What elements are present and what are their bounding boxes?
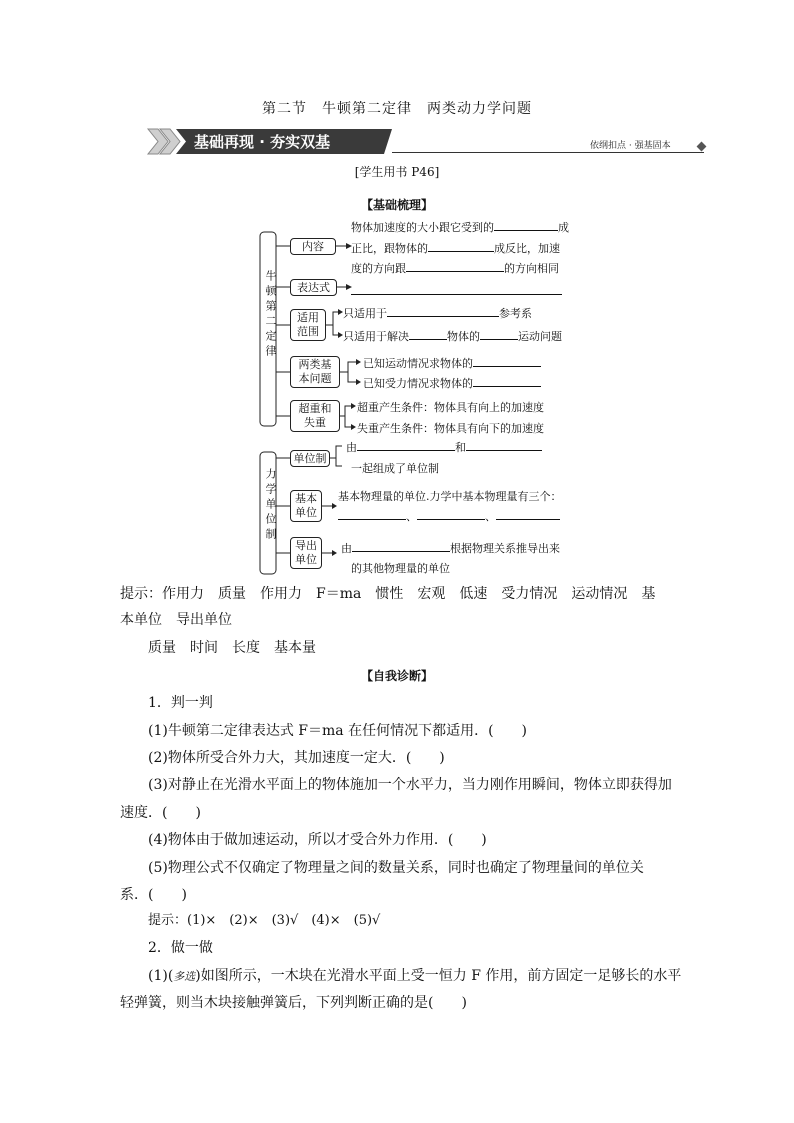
hint-line3: 质量 时间 长度 基本量 xyxy=(148,640,316,656)
two-basic-line2: 已知受力情况求物体的 xyxy=(363,375,541,391)
unit-system-line1: 由 和 xyxy=(346,439,542,455)
node-overweight xyxy=(290,400,340,432)
node-overweight-line1: 超重和 xyxy=(298,402,332,415)
blank xyxy=(428,241,494,252)
problem-1-line1: (1)(多选)如图所示，一木块在光滑水平面上受一恒力 F 作用，前方固定一足够长的水平 xyxy=(148,968,682,984)
content-line1: 物体加速度的大小跟它受到的 成 xyxy=(351,221,569,234)
blank xyxy=(357,440,455,451)
question-1: (1)牛顿第二定律表达式 F＝ma 在任何情况下都适用．( ) xyxy=(148,723,527,739)
unit-system-line2: 一起组成了单位制 xyxy=(351,462,439,475)
base-unit-line1: 基本物理量的单位.力学中基本物理量有三个： xyxy=(338,490,562,503)
blank xyxy=(338,509,406,520)
banner-text: 基础再现 · 夯实双基 xyxy=(194,133,331,151)
node-overweight-line2: 失重 xyxy=(304,416,326,429)
blank xyxy=(387,306,499,317)
blank xyxy=(466,440,542,451)
blank xyxy=(406,261,504,272)
node-two-basic-problems xyxy=(290,356,340,388)
judge-answers: 提示：(1)× (2)× (3)√ (4)× (5)√ xyxy=(148,913,381,928)
group-label-text: 力学单位制 xyxy=(264,468,277,543)
overweight-line1: 超重产生条件：物体具有向上的加速度 xyxy=(357,401,544,414)
node-expression: 表达式 xyxy=(290,279,337,296)
two-basic-line1: 已知运动情况求物体的 xyxy=(363,355,541,371)
page-title: 第二节 牛顿第二定律 两类动力学问题 xyxy=(262,101,532,117)
blank xyxy=(494,220,558,231)
question-3-line2: 速度．( ) xyxy=(120,805,201,821)
node-scope xyxy=(290,309,326,341)
derived-unit-line2: 的其他物理量的单位 xyxy=(351,562,450,575)
question-4: (4)物体由于做加速运动，所以才受合外力作用．( ) xyxy=(148,832,487,848)
blank xyxy=(496,509,560,520)
blank xyxy=(480,329,518,340)
node-unit-system: 单位制 xyxy=(290,450,330,467)
node-derived-unit-line1: 导出 xyxy=(295,539,317,552)
do-title: 2．做一做 xyxy=(148,940,213,956)
blank xyxy=(473,356,541,367)
node-two-basic-line2: 本问题 xyxy=(298,372,332,385)
blank xyxy=(409,329,447,340)
content-line2: 正比，跟物体的 成反比，加速 xyxy=(351,242,560,255)
scope-line2: 只适用于解决 物体的 运动问题 xyxy=(343,330,562,343)
node-base-unit xyxy=(290,490,322,522)
node-two-basic-line1: 两类基 xyxy=(298,358,332,371)
banner-right-text: 依纲扣点 · 强基固本 xyxy=(590,141,671,151)
problem-1-line2: 轻弹簧，则当木块接触弹簧后，下列判断正确的是( ) xyxy=(120,995,467,1011)
question-2: (2)物体所受合外力大，其加速度一定大．( ) xyxy=(148,750,445,766)
hint-line1: 提示：作用力 质量 作用力 F＝ma 惯性 宏观 低速 受力情况 运动情况 基 xyxy=(120,586,656,602)
node-scope-line1: 适用 xyxy=(297,311,319,324)
blank xyxy=(352,541,450,552)
expression-blank xyxy=(351,294,562,295)
multiple-choice-tag: 多选 xyxy=(173,970,196,983)
overweight-line2: 失重产生条件：物体具有向下的加速度 xyxy=(357,422,544,435)
question-5-line2: 系．( ) xyxy=(120,887,187,903)
base-unit-line2: 、 、 xyxy=(338,508,560,524)
student-book-ref: [学生用书 P46] xyxy=(354,165,440,179)
question-5-line1: (5)物理公式不仅确定了物理量之间的数量关系，同时也确定了物理量间的单位关 xyxy=(148,860,644,876)
judge-title: 1．判一判 xyxy=(148,695,213,711)
node-base-unit-line2: 单位 xyxy=(295,506,317,519)
node-scope-line2: 范围 xyxy=(297,325,319,338)
group-label-text: 牛顿第二定律 xyxy=(264,270,277,360)
blank xyxy=(417,509,485,520)
node-derived-unit xyxy=(290,537,322,569)
blank xyxy=(473,376,541,387)
node-base-unit-line1: 基本 xyxy=(295,492,317,505)
group-label-newton-second-law xyxy=(261,270,275,360)
content-line3: 度的方向跟 的方向相同 xyxy=(351,262,559,275)
self-diagnosis-title: 【自我诊断】 xyxy=(360,669,433,683)
scope-line1: 只适用于 参考系 xyxy=(343,307,532,320)
node-derived-unit-line2: 单位 xyxy=(295,553,317,566)
group-label-unit-system xyxy=(261,468,275,543)
node-content: 内容 xyxy=(290,238,336,255)
question-3-line1: (3)对静止在光滑水平面上的物体施加一个水平力，当力刚作用瞬间，物体立即获得加 xyxy=(148,777,672,793)
derived-unit-line1: 由 根据物理关系推导出来 xyxy=(341,542,560,555)
review-title: 【基础梳理】 xyxy=(360,198,433,212)
hint-line2: 本单位 导出单位 xyxy=(120,612,232,628)
